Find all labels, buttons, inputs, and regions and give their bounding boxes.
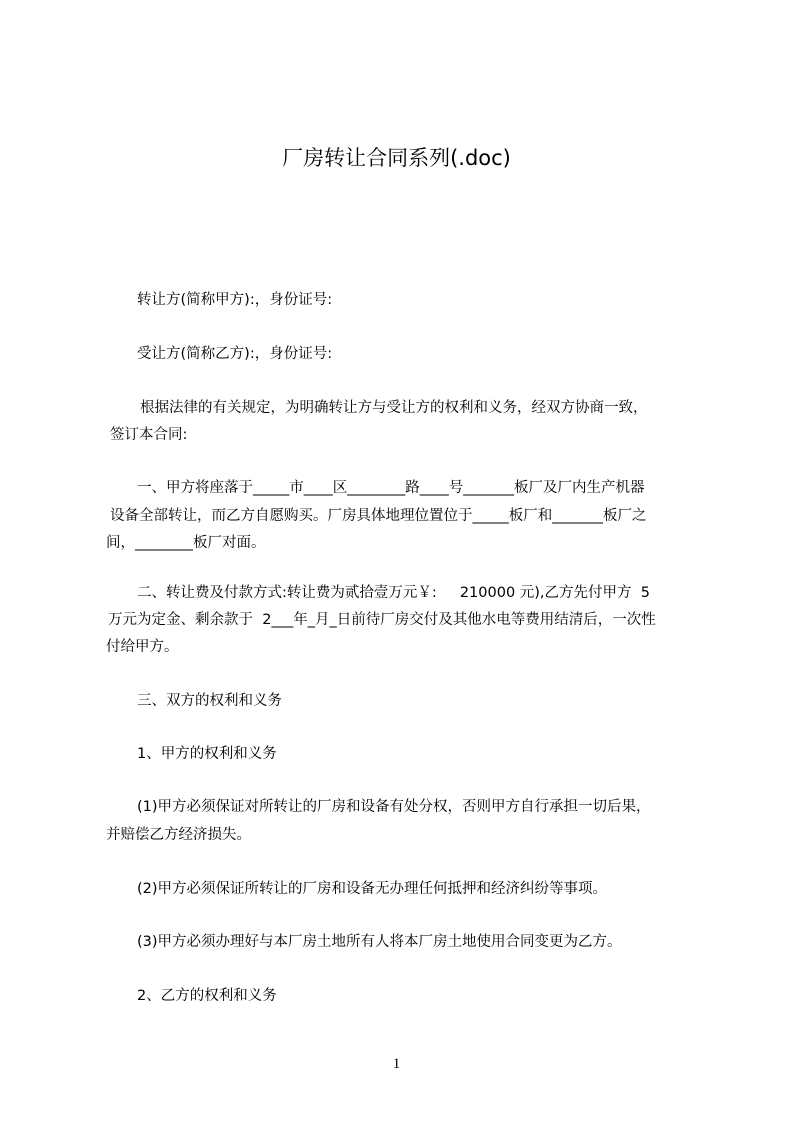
transferor-line: 转让方(简称甲方):，身份证号:: [137, 292, 333, 308]
page-number: 1: [392, 1056, 401, 1072]
clause-2-line-2: 万元为定金、剩余款于 2___年_月_日前待厂房交付及其他水电等费用结清后，一次性: [108, 612, 656, 628]
party-b-heading: 2、乙方的权利和义务: [137, 988, 277, 1004]
clause-2-line-3: 付给甲方。: [106, 639, 179, 655]
clause-3-heading: 三、双方的权利和义务: [137, 693, 282, 709]
transferee-line: 受让方(简称乙方):，身份证号:: [137, 346, 333, 362]
party-a-item-2: (2)甲方必须保证所转让的厂房和设备无办理任何抵押和经济纠纷等事项。: [137, 881, 608, 897]
clause-2-line-1: 二、转让费及付款方式:转让费为贰拾壹万元￥: 210000 元),乙方先付甲方 5: [137, 585, 650, 601]
clause-1-line-2: 设备全部转让，而乙方自愿购买。厂房具体地理位置位于_____板厂和_______板厂之: [110, 508, 647, 524]
clause-1-line-3: 间，________板厂对面。: [106, 535, 266, 551]
party-a-item-3: (3)甲方必须办理好与本厂房土地所有人将本厂房土地使用合同变更为乙方。: [137, 934, 622, 950]
preamble-line-1: 根据法律的有关规定，为明确转让方与受让方的权利和义务，经双方协商一致，: [140, 400, 648, 416]
party-a-item-1-line-2: 并赔偿乙方经济损失。: [106, 827, 251, 843]
party-a-heading: 1、甲方的权利和义务: [137, 746, 277, 762]
preamble-line-2: 签订本合同:: [110, 427, 188, 443]
party-a-item-1-line-1: (1)甲方必须保证对所转让的厂房和设备有处分权，否则甲方自行承担一切后果，: [137, 799, 651, 815]
document-title: 厂房转让合同系列(.doc): [282, 146, 511, 170]
clause-1-line-1: 一、甲方将座落于_____市____区________路____号_______板厂及厂内生产机器: [137, 480, 645, 496]
